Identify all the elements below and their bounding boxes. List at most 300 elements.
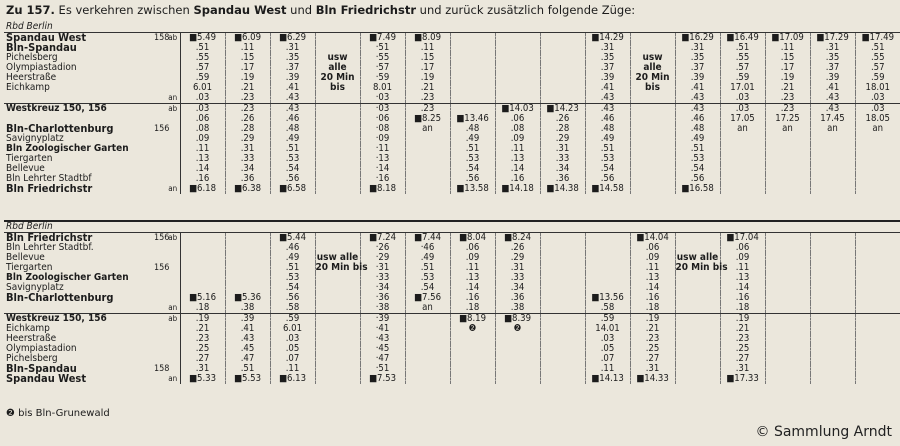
departure-time [540,273,585,283]
departure-time: .16 [720,293,765,303]
departure-time: ■16.29 [675,33,720,44]
arrival-departure-marker: an [166,93,180,104]
departure-time: .31 [270,43,315,53]
departure-time: .16 [495,174,540,184]
departure-time [495,93,540,104]
departure-time [765,364,810,374]
departure-time [450,33,495,44]
station-name: Olympiastadion [6,62,77,73]
timetable-row [4,344,900,354]
departure-time: .11 [765,43,810,53]
departure-time: .51 [675,144,720,154]
departure-time: .49 [270,253,315,263]
footnote: ❷ bis Bln-Grunewald [6,408,110,419]
departure-time [540,354,585,364]
station-name: Bln Lehrter Stadtbf. [6,242,94,253]
station-name: Tiergarten [6,262,53,273]
departure-time: bis [315,83,360,93]
departure-time: .06 [630,243,675,253]
departure-time [450,364,495,374]
departure-time: .06 [180,114,225,124]
departure-time [495,73,540,83]
departure-time: ·29 [360,253,405,263]
departure-time: .06 [495,114,540,124]
departure-time: .03 [585,334,630,344]
departure-time: .31 [540,144,585,154]
station-name [4,93,154,104]
departure-time [405,314,450,325]
arrival-departure-marker [166,324,180,334]
departure-time: .47 [225,354,270,364]
departure-time: .15 [225,53,270,63]
departure-time: ■7.53 [360,374,405,384]
departure-time: .38 [495,303,540,314]
departure-time [855,263,900,273]
departure-time: ■8.18 [360,184,405,194]
departure-time: .59 [585,314,630,325]
departure-time: .43 [270,104,315,115]
departure-time: ■17.04 [720,233,765,244]
departure-time: .41 [225,324,270,334]
departure-time: .29 [540,134,585,144]
departure-time: ·09 [360,134,405,144]
departure-time: .11 [495,144,540,154]
station-name: Bln Zoologischer Garten [6,143,129,154]
arrival-departure-marker [166,154,180,164]
departure-time: .11 [585,364,630,374]
departure-time [765,243,810,253]
departure-time [810,134,855,144]
departure-time: .53 [450,154,495,164]
departure-time: .11 [630,263,675,273]
departure-time: ■14.38 [540,184,585,194]
departure-time: .59 [180,73,225,83]
departure-time: ■13.56 [585,293,630,303]
departure-time: ■8.09 [405,33,450,44]
departure-time: ■7.49 [360,33,405,44]
timetable-row [4,233,900,244]
station-name: Spandau West [6,372,87,385]
route-number [154,344,166,354]
departure-time: .58 [270,303,315,314]
departure-time [540,73,585,83]
departure-time: .33 [540,154,585,164]
departure-time [810,354,855,364]
departure-time: .31 [225,144,270,154]
departure-time [540,364,585,374]
departure-time: an [720,124,765,134]
departure-time [765,283,810,293]
timetable-row [4,124,900,134]
departure-time: .09 [630,253,675,263]
departure-time: .41 [270,83,315,93]
departure-time [765,314,810,325]
departure-time [405,374,450,384]
timetable-row [4,374,900,384]
timetable-row [4,154,900,164]
departure-time [225,243,270,253]
departure-time: an [765,124,810,134]
departure-time: .41 [810,83,855,93]
timetable-row [4,33,900,44]
departure-time: ■17.09 [765,33,810,44]
departure-time [675,364,720,374]
departure-time [675,273,720,283]
departure-time [180,233,225,244]
departure-time: .18 [720,303,765,314]
departure-time: .23 [225,104,270,115]
departure-time: ■5.33 [180,374,225,384]
departure-time [630,93,675,104]
arrival-departure-marker [166,63,180,73]
departure-time: .21 [765,83,810,93]
departure-time [180,243,225,253]
departure-time: .56 [585,174,630,184]
route-number [154,144,166,154]
departure-time: .35 [810,53,855,63]
station-name: Pichelsberg [6,353,58,364]
departure-time: ■14.03 [495,104,540,115]
station-name: Heerstraße [6,333,57,344]
departure-time [810,253,855,263]
departure-time: ·38 [360,303,405,314]
departure-time: .21 [180,324,225,334]
departure-time [585,253,630,263]
arrival-departure-marker [166,53,180,63]
departure-time [810,334,855,344]
departure-time: .37 [675,63,720,73]
departure-time [765,324,810,334]
departure-time [315,334,360,344]
departure-time [630,154,675,164]
departure-time [450,334,495,344]
departure-time [855,303,900,314]
timetable-row [4,174,900,184]
departure-time: .13 [450,273,495,283]
departure-time: .55 [720,53,765,63]
departure-time: ·34 [360,283,405,293]
departure-time [495,354,540,364]
departure-time: .13 [180,154,225,164]
departure-time: ■5.44 [270,233,315,244]
departure-time [495,83,540,93]
arrival-departure-marker [166,243,180,253]
departure-time [450,53,495,63]
station-name: Eichkamp [6,82,50,93]
departure-time: .36 [495,293,540,303]
departure-time [765,233,810,244]
departure-time [810,243,855,253]
departure-time: .43 [675,93,720,104]
departure-time [495,63,540,73]
departure-time: .23 [180,334,225,344]
departure-time [225,273,270,283]
departure-time: .09 [720,253,765,263]
departure-time [540,83,585,93]
departure-time [675,314,720,325]
header-text1: Es verkehren zwischen [54,3,194,17]
departure-time [315,324,360,334]
departure-time [675,344,720,354]
departure-time [540,43,585,53]
departure-time [450,354,495,364]
departure-time [540,303,585,314]
departure-time [630,33,675,44]
departure-time: .53 [405,273,450,283]
departure-time: 20 Min bis [315,262,368,273]
departure-time: .23 [720,334,765,344]
departure-time: ■6.58 [270,184,315,194]
departure-time [315,104,360,115]
departure-time [315,184,360,194]
departure-time: ·33 [360,273,405,283]
departure-time [765,253,810,263]
departure-time: ·36 [360,293,405,303]
route-number [154,43,166,53]
departure-time: 18.05 [855,114,900,124]
departure-time: .11 [450,263,495,273]
departure-time [765,303,810,314]
station-name: Eichkamp [6,323,50,334]
departure-time: .49 [675,134,720,144]
departure-time: .53 [585,154,630,164]
departure-time [765,293,810,303]
timetable-row [4,43,900,53]
departure-time: .17 [765,63,810,73]
departure-time [315,124,360,134]
route-number [154,253,166,263]
departure-time: .43 [810,104,855,115]
departure-time [675,324,720,334]
departure-time: .55 [180,53,225,63]
departure-time: .48 [270,124,315,134]
departure-time: .31 [720,364,765,374]
departure-time [315,93,360,104]
departure-time: .07 [585,354,630,364]
departure-time: .26 [540,114,585,124]
departure-time: ■14.29 [585,33,630,44]
departure-time [765,374,810,384]
departure-time [630,124,675,134]
departure-time: .21 [720,324,765,334]
departure-time: .51 [225,364,270,374]
region-label: Rbd Berlin [4,22,154,33]
header-text3: und zurück zusätzlich folgende Züge: [416,3,636,17]
departure-time: .18 [180,303,225,314]
arrival-departure-marker: an [166,374,180,384]
departure-time: .53 [675,154,720,164]
departure-time: .36 [540,174,585,184]
route-number: 156 [154,124,170,134]
departure-time [765,144,810,154]
departure-time: 20 Min [315,73,360,83]
departure-time: .43 [810,93,855,104]
departure-time: .37 [585,63,630,73]
arrival-departure-marker [166,273,180,283]
departure-time [495,344,540,354]
departure-time [630,184,675,194]
departure-time: .19 [720,314,765,325]
departure-time: an [405,303,450,314]
departure-time: .51 [720,43,765,53]
departure-time: ·43 [360,334,405,344]
departure-time: ·26 [360,243,405,253]
departure-time: .54 [450,164,495,174]
header-text2: und [286,3,316,17]
station-name: Spandau West [6,31,87,44]
departure-time: .14 [180,164,225,174]
departure-time: .09 [450,253,495,263]
departure-time [315,303,360,314]
departure-time [675,374,720,384]
departure-time [315,164,360,174]
departure-time: .48 [450,124,495,134]
departure-time [315,364,360,374]
departure-time: .51 [270,263,315,273]
departure-time [495,334,540,344]
departure-time [405,164,450,174]
departure-time: .23 [630,334,675,344]
departure-time [765,134,810,144]
timetable-row [4,324,900,334]
timetable-row [4,303,900,314]
departure-time: .11 [180,144,225,154]
route-number [154,354,166,364]
departure-time: .15 [765,53,810,63]
arrival-departure-marker [166,293,180,303]
departure-time: .17 [405,63,450,73]
departure-time [675,233,720,244]
departure-time: ·08 [360,124,405,134]
departure-time: .03 [720,93,765,104]
timetable-section-2 [4,220,900,384]
departure-time [630,144,675,154]
departure-time [855,174,900,184]
departure-time [765,174,810,184]
departure-time: .14 [720,283,765,293]
departure-time: .03 [180,104,225,115]
departure-time: ■16.58 [675,184,720,194]
departure-time: usw [630,53,675,63]
departure-time: .19 [630,314,675,325]
departure-time: 17.01 [720,83,765,93]
route-number: 156 [154,263,170,273]
departure-time: .27 [630,354,675,364]
arrival-departure-marker: an [166,184,180,194]
departure-time: .48 [675,124,720,134]
departure-time: .26 [225,114,270,124]
timetable-row [4,184,900,194]
departure-time [405,354,450,364]
departure-time: .17 [225,63,270,73]
departure-time: ·59 [360,73,405,83]
departure-time [450,344,495,354]
departure-time [855,344,900,354]
departure-time [855,253,900,263]
departure-time: .51 [585,144,630,154]
departure-time [720,134,765,144]
departure-time: ❷ [495,324,540,334]
departure-time: .14 [450,283,495,293]
departure-time [405,184,450,194]
departure-time [495,364,540,374]
departure-time [225,253,270,263]
departure-time [540,293,585,303]
arrival-departure-marker [166,73,180,83]
departure-time [810,293,855,303]
station-name: Savignyplatz [6,133,64,144]
departure-time: .14 [630,283,675,293]
departure-time: .03 [180,93,225,104]
departure-time: .51 [270,144,315,154]
arrival-departure-marker: an [166,303,180,314]
station-name: Bln Zoologischer Garten [6,272,129,283]
departure-time [810,283,855,293]
timetable-row [4,263,900,273]
departure-time: .27 [720,354,765,364]
departure-time: .49 [270,134,315,144]
region-label: Rbd Berlin [4,221,154,233]
departure-time: .59 [270,314,315,325]
departure-time [855,374,900,384]
departure-time: .16 [630,293,675,303]
departure-time: ■7.56 [405,293,450,303]
departure-time: .41 [585,83,630,93]
departure-time [810,263,855,273]
departure-time [630,104,675,115]
departure-time: ·06 [360,114,405,124]
departure-time: .11 [270,364,315,374]
departure-time [315,144,360,154]
departure-time: .26 [495,243,540,253]
departure-time [855,184,900,194]
departure-time: .03 [270,334,315,344]
departure-time: .43 [585,104,630,115]
departure-time: .25 [630,344,675,354]
route-number [154,243,166,253]
departure-time: .21 [405,83,450,93]
departure-time: .13 [630,273,675,283]
departure-time: .08 [495,124,540,134]
departure-time [855,293,900,303]
departure-time: .57 [855,63,900,73]
departure-time [315,273,360,283]
departure-time [855,273,900,283]
departure-time: .43 [270,93,315,104]
departure-time: usw [315,53,360,63]
route-number [154,53,166,63]
departure-time: .41 [675,83,720,93]
departure-time: ■5.53 [225,374,270,384]
departure-time: .18 [450,303,495,314]
departure-time: ·03 [360,93,405,104]
departure-time: .54 [585,164,630,174]
departure-time [855,164,900,174]
departure-time: .56 [270,293,315,303]
departure-time [540,253,585,263]
departure-time [720,184,765,194]
timetable-header [6,3,896,19]
departure-time [765,164,810,174]
departure-time: ■14.33 [630,374,675,384]
departure-time [405,364,450,374]
timetable-row [4,164,900,174]
arrival-departure-marker: ab [166,314,180,325]
departure-time: .58 [585,303,630,314]
departure-time [405,324,450,334]
departure-time: .59 [855,73,900,83]
departure-time [720,144,765,154]
